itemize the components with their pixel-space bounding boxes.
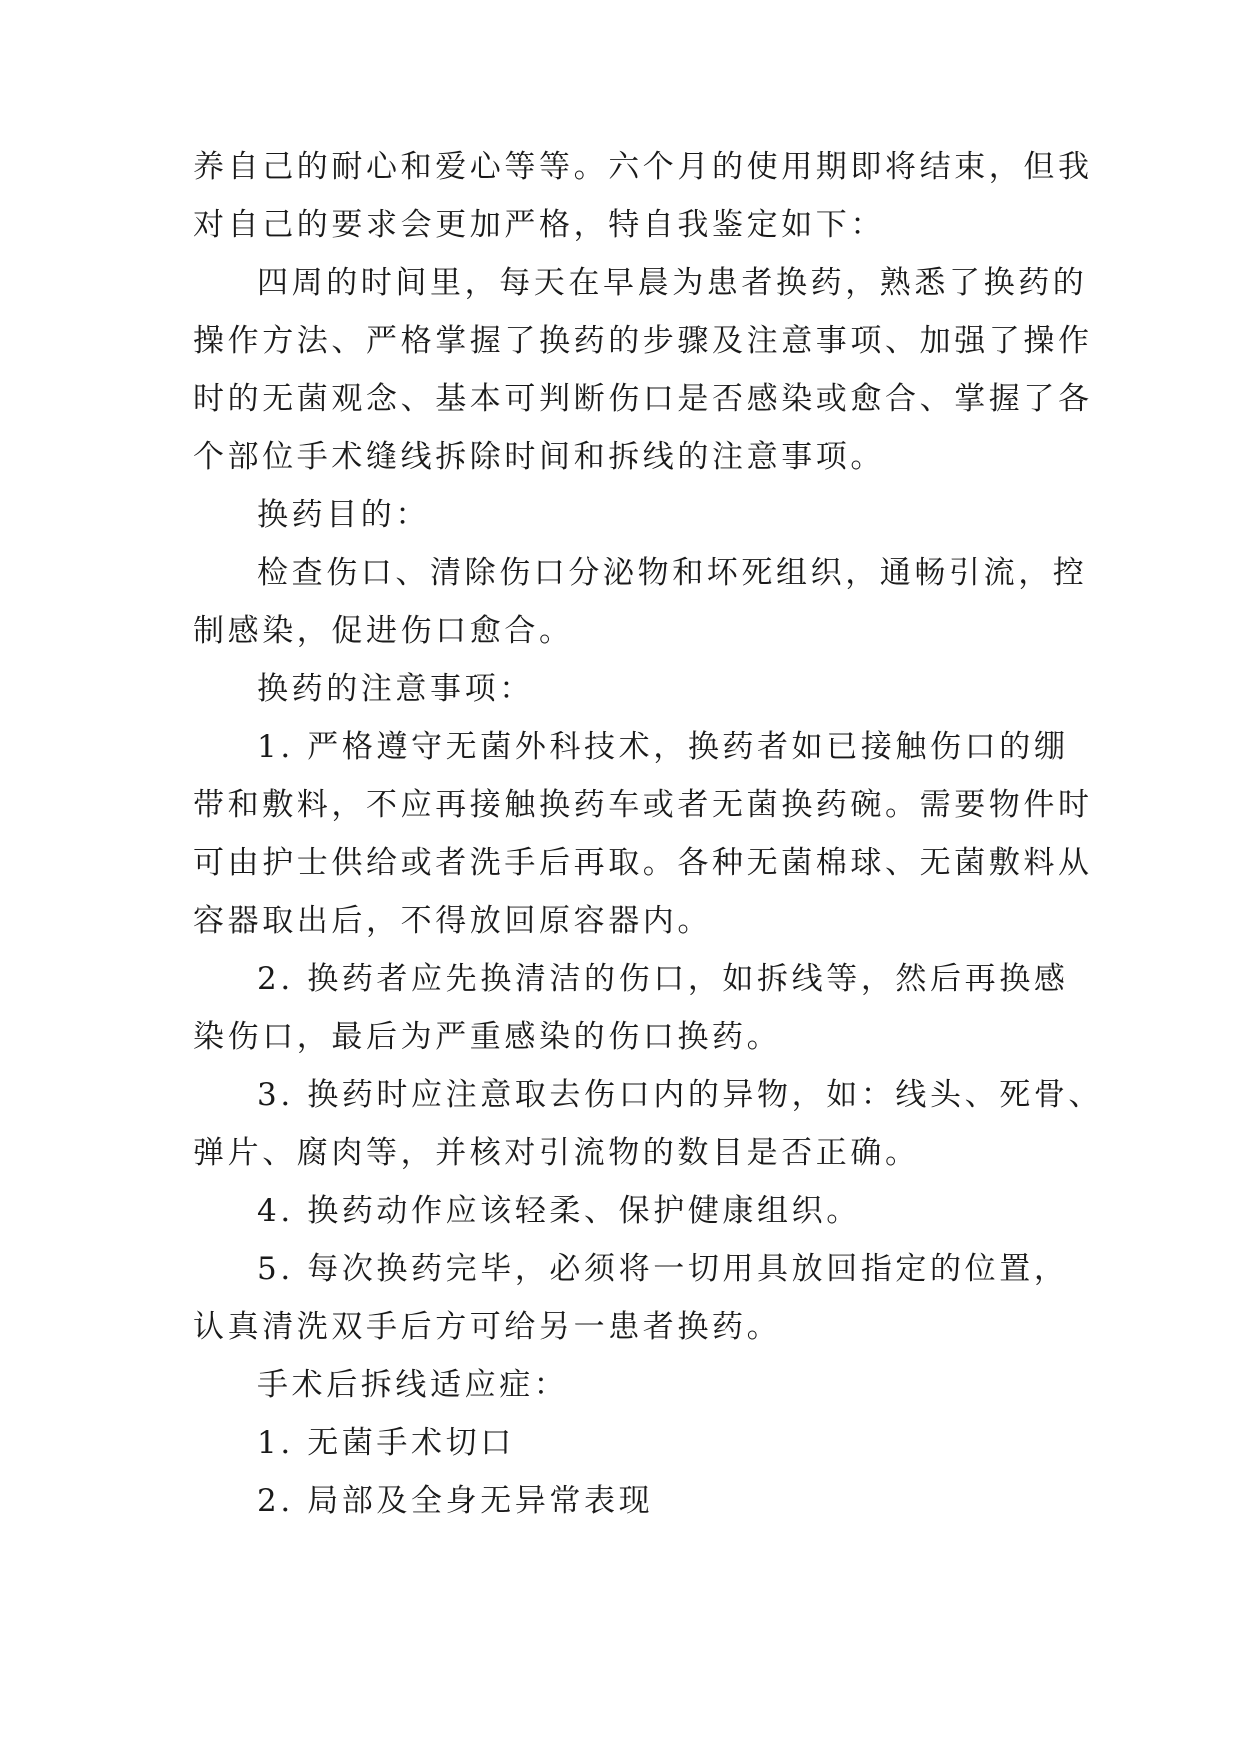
list-item-line: 2. 换药者应先换清洁的伤口，如拆线等，然后再换感 <box>257 961 1069 997</box>
section-heading: 换药目的： <box>257 497 430 533</box>
section-heading: 换药的注意事项： <box>257 671 534 707</box>
list-item-line: 1. 严格遵守无菌外科技术，换药者如已接触伤口的绷 <box>257 729 1069 765</box>
text-line: 可由护士供给或者洗手后再取。各种无菌棉球、无菌敷料从 <box>193 845 1093 881</box>
section-heading: 手术后拆线适应症： <box>257 1367 569 1403</box>
list-item-line: 1. 无菌手术切口 <box>257 1425 515 1461</box>
text-line: 认真清洗双手后方可给另一患者换药。 <box>193 1309 782 1345</box>
list-item-line: 2. 局部及全身无异常表现 <box>257 1483 654 1519</box>
text-line: 容器取出后，不得放回原容器内。 <box>193 903 712 939</box>
paragraph-start-line: 检查伤口、清除伤口分泌物和坏死组织，通畅引流，控 <box>257 555 1088 591</box>
text-line: 带和敷料，不应再接触换药车或者无菌换药碗。需要物件时 <box>193 787 1093 823</box>
text-line: 对自己的要求会更加严格，特自我鉴定如下： <box>193 207 885 243</box>
list-item-line: 3. 换药时应注意取去伤口内的异物，如：线头、死骨、 <box>257 1077 1104 1113</box>
text-line: 个部位手术缝线拆除时间和拆线的注意事项。 <box>193 439 885 475</box>
paragraph-start-line: 四周的时间里，每天在早晨为患者换药，熟悉了换药的 <box>257 265 1088 301</box>
text-line: 时的无菌观念、基本可判断伤口是否感染或愈合、掌握了各 <box>193 381 1093 417</box>
text-line: 养自己的耐心和爱心等等。六个月的使用期即将结束，但我 <box>193 149 1093 185</box>
text-line: 弹片、腐肉等，并核对引流物的数目是否正确。 <box>193 1135 920 1171</box>
list-item-line: 4. 换药动作应该轻柔、保护健康组织。 <box>257 1193 861 1229</box>
list-item-line: 5. 每次换药完毕，必须将一切用具放回指定的位置， <box>257 1251 1069 1287</box>
text-line: 操作方法、严格掌握了换药的步骤及注意事项、加强了操作 <box>193 323 1093 359</box>
text-line: 染伤口，最后为严重感染的伤口换药。 <box>193 1019 782 1055</box>
text-line: 制感染，促进伤口愈合。 <box>193 613 574 649</box>
